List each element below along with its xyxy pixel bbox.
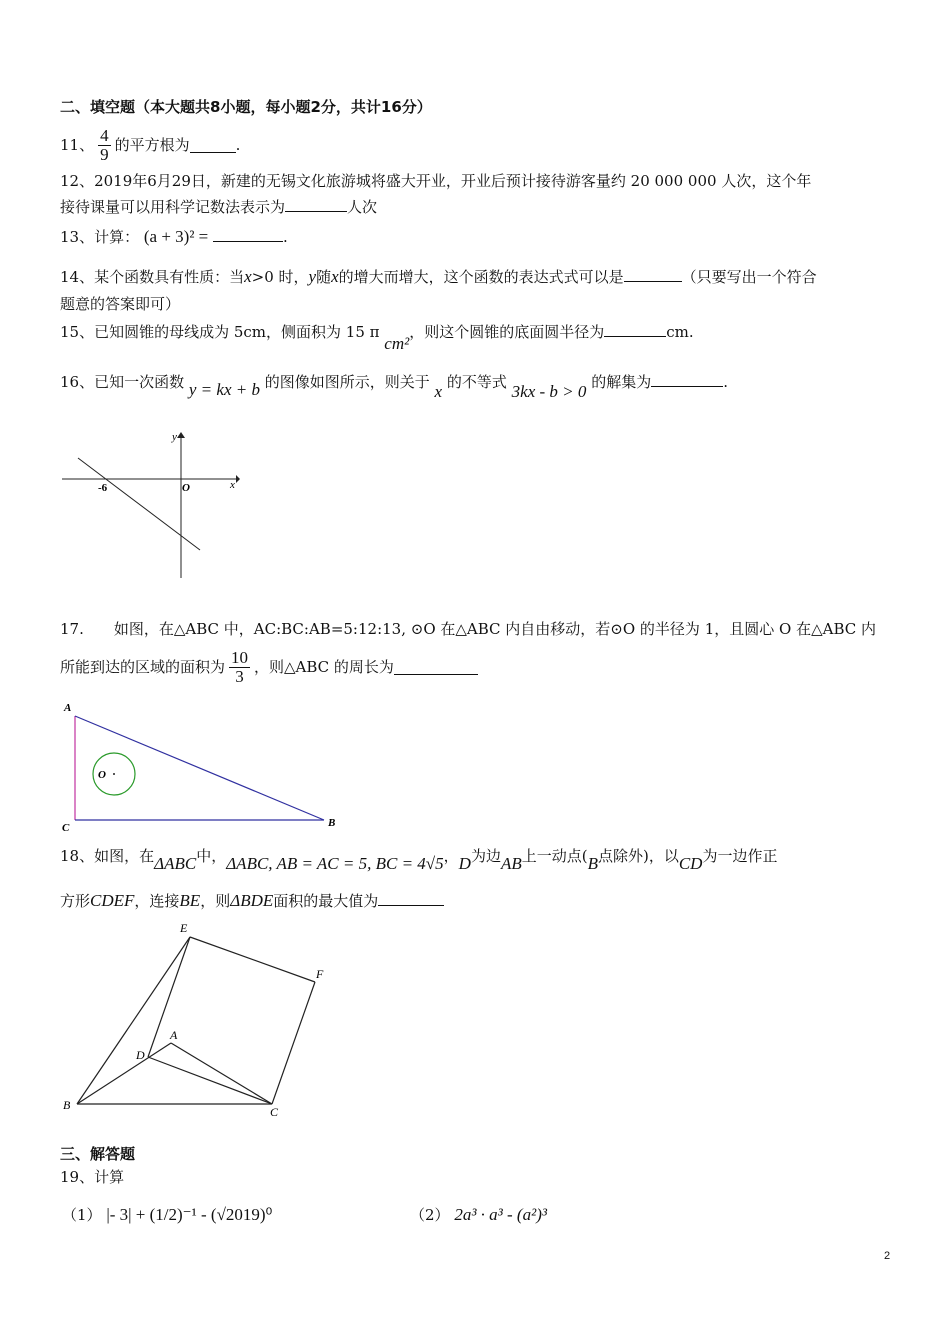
q18-triangle-BDE: ΔBDE: [230, 891, 274, 910]
question-11: [60, 123, 240, 167]
q11-fraction: [98, 127, 111, 164]
q16-function: y = kx + b: [188, 380, 260, 399]
q13-expression: (a + 3)² =: [143, 227, 209, 246]
q14-answer-blank[interactable]: [624, 266, 682, 282]
q11-fraction-denominator: 9: [100, 144, 109, 164]
q19-part2: [410, 1205, 547, 1225]
q16-text-a: 16、已知一次函数: [60, 373, 185, 391]
q14-var-x2: x: [331, 267, 339, 286]
q17-fraction-denominator: 3: [235, 666, 244, 686]
q15-unit: cm²: [384, 334, 410, 353]
q12-answer-blank[interactable]: [285, 196, 347, 212]
q18-comma: ，: [443, 847, 459, 865]
q12-line2-text: 接待课量可以用科学记数法表示为: [60, 198, 286, 216]
x-axis-label: x: [230, 479, 235, 491]
q14-text-b: >0 时，: [251, 268, 309, 286]
q17-triangle-figure: [58, 698, 348, 836]
q18-text-a: 18、如图，在: [60, 847, 155, 865]
q14-text-e: （只要写出一个符合: [681, 268, 817, 286]
point-E-label: E: [180, 921, 188, 935]
q17-fraction: [229, 649, 250, 686]
q18-side-CD: CD: [678, 854, 703, 873]
section-heading-answer: 三、解答题: [60, 1145, 136, 1163]
q12-line1: 12、2019年6月29日，新建的无锡文化旅游城将盛大开业，开业后预计接待游客量约 20 000 000 人次，这个年: [60, 172, 812, 190]
q14-text-d: 的增大而增大，这个函数的表达式式可以是: [338, 268, 624, 286]
q18-side-AB: AB: [500, 854, 522, 873]
q16-graph-figure: [60, 428, 250, 583]
q19-title: 19、计算: [60, 1168, 125, 1186]
q15-text-c: cm.: [666, 323, 694, 341]
q19-part2-label: （2）: [410, 1206, 450, 1224]
q17-text-b: ，则△ABC 的周长为: [254, 658, 394, 676]
q17-answer-blank[interactable]: [394, 659, 478, 675]
point-A-label: A: [170, 1028, 178, 1042]
intercept-label: -6: [98, 482, 108, 494]
side-AB: [75, 716, 324, 820]
q18-text-e: 上一动点(: [521, 847, 588, 865]
q16-text-b: 的图像如图所示，则关于: [264, 373, 430, 391]
y-axis-arrow: [177, 432, 185, 438]
q18-square-CDEF: CDEF: [90, 891, 135, 910]
q18-square-figure: [58, 918, 338, 1118]
q18-triangle: ΔABC: [154, 854, 197, 873]
vertex-B-label: B: [328, 817, 336, 829]
origin-label: O: [182, 482, 190, 494]
q19-part1-label: （1）: [62, 1206, 102, 1224]
center-O-label: O: [98, 769, 106, 781]
question-16: [60, 371, 728, 401]
q12-line2: [60, 196, 377, 217]
segment-BA: [77, 1043, 171, 1104]
q18-text-b: 中，: [196, 847, 227, 865]
q14-var-y: y: [308, 267, 317, 286]
q11-number: 11、: [60, 136, 95, 154]
page-number: 2: [884, 1250, 891, 1262]
q18-text-d: 为边: [470, 847, 501, 865]
q17-fraction-numerator: 10: [231, 647, 249, 667]
q16-inequality: 3kx - b > 0: [511, 382, 587, 401]
q13-end: .: [283, 228, 288, 246]
segment-BE: [77, 937, 190, 1104]
q14-line2: 题意的答案即可）: [60, 295, 181, 313]
point-B-label: B: [63, 1098, 71, 1112]
point-D-label: D: [136, 1048, 145, 1062]
q16-answer-blank[interactable]: [651, 371, 723, 387]
q16-end: .: [723, 373, 728, 391]
q18-text-connect: ，连接: [134, 892, 180, 910]
question-13: [60, 226, 288, 247]
q18-conditions: ΔABC, AB = AC = 5, BC = 4√5: [226, 854, 444, 873]
point-C-label: C: [270, 1105, 279, 1118]
q18-point-D: D: [458, 854, 471, 873]
q11-answer-blank[interactable]: [190, 137, 236, 153]
q18-text-then: ，则: [200, 892, 231, 910]
y-axis-label: y: [172, 431, 177, 443]
q18-text-g: 为一边作正: [702, 847, 778, 865]
q19-part1: [62, 1205, 272, 1225]
q14-line1: [60, 266, 817, 287]
q16-text-d: 的解集为: [591, 373, 652, 391]
q11-text: 的平方根为: [114, 136, 190, 154]
x-axis-arrow: [236, 475, 240, 483]
q17-line2: [60, 644, 478, 690]
vertex-C-label: C: [62, 822, 70, 834]
q15-text-b: ，则这个圆锥的底面圆半径为: [409, 323, 605, 341]
vertex-A-label: A: [64, 702, 72, 714]
q13-answer-blank[interactable]: [213, 226, 283, 242]
q18-text-square: 方形: [60, 892, 91, 910]
point-F-label: F: [316, 967, 324, 981]
q16-var-x: x: [434, 382, 443, 401]
q15-text-a: 15、已知圆锥的母线成为 5cm，侧面积为 15 π: [60, 323, 380, 341]
function-line: [78, 458, 200, 550]
q17-text-a: 所能到达的区域的面积为: [60, 658, 226, 676]
q19-part1-expression: |- 3| + (1/2)⁻¹ - (√2019)⁰: [106, 1205, 273, 1224]
q11-end: .: [235, 136, 241, 154]
q18-text-f: 点除外)，以: [597, 847, 679, 865]
q18-segment-BE: BE: [179, 891, 201, 910]
q14-text-c: 随: [316, 268, 332, 286]
q18-text-max: 面积的最大值为: [273, 892, 379, 910]
q12-unit: 人次: [347, 198, 378, 216]
q18-point-B: B: [587, 854, 598, 873]
segment-DC: [148, 1057, 272, 1104]
q19-part2-expression: 2a³ · a³ - (a²)³: [454, 1205, 547, 1224]
center-dot: [113, 773, 115, 775]
segment-AC: [171, 1043, 272, 1104]
q18-line1: [60, 846, 778, 873]
q13-text: 13、计算：: [60, 228, 140, 246]
q17-line1: 17. 如图，在△ABC 中，AC:BC:AB=5:12:13, ⊙O 在△ABC 内自由移动，若⊙O 的半径为 1，且圆心 O 在△ABC 内: [60, 620, 876, 638]
q11-fraction-numerator: 4: [100, 125, 109, 145]
segment-FC: [272, 982, 315, 1104]
question-15: [60, 321, 694, 353]
segment-DE: [148, 937, 190, 1057]
q14-text-a: 14、某个函数具有性质：当: [60, 268, 245, 286]
q15-answer-blank[interactable]: [604, 321, 666, 337]
q18-line2: [60, 890, 444, 911]
q18-answer-blank[interactable]: [378, 890, 444, 906]
q16-text-c: 的不等式: [446, 373, 507, 391]
segment-EF: [190, 937, 315, 982]
q14-var-x: x: [244, 267, 252, 286]
section-heading-fill-in: 二、填空题（本大题共8小题，每小题2分，共计16分）: [60, 98, 432, 116]
